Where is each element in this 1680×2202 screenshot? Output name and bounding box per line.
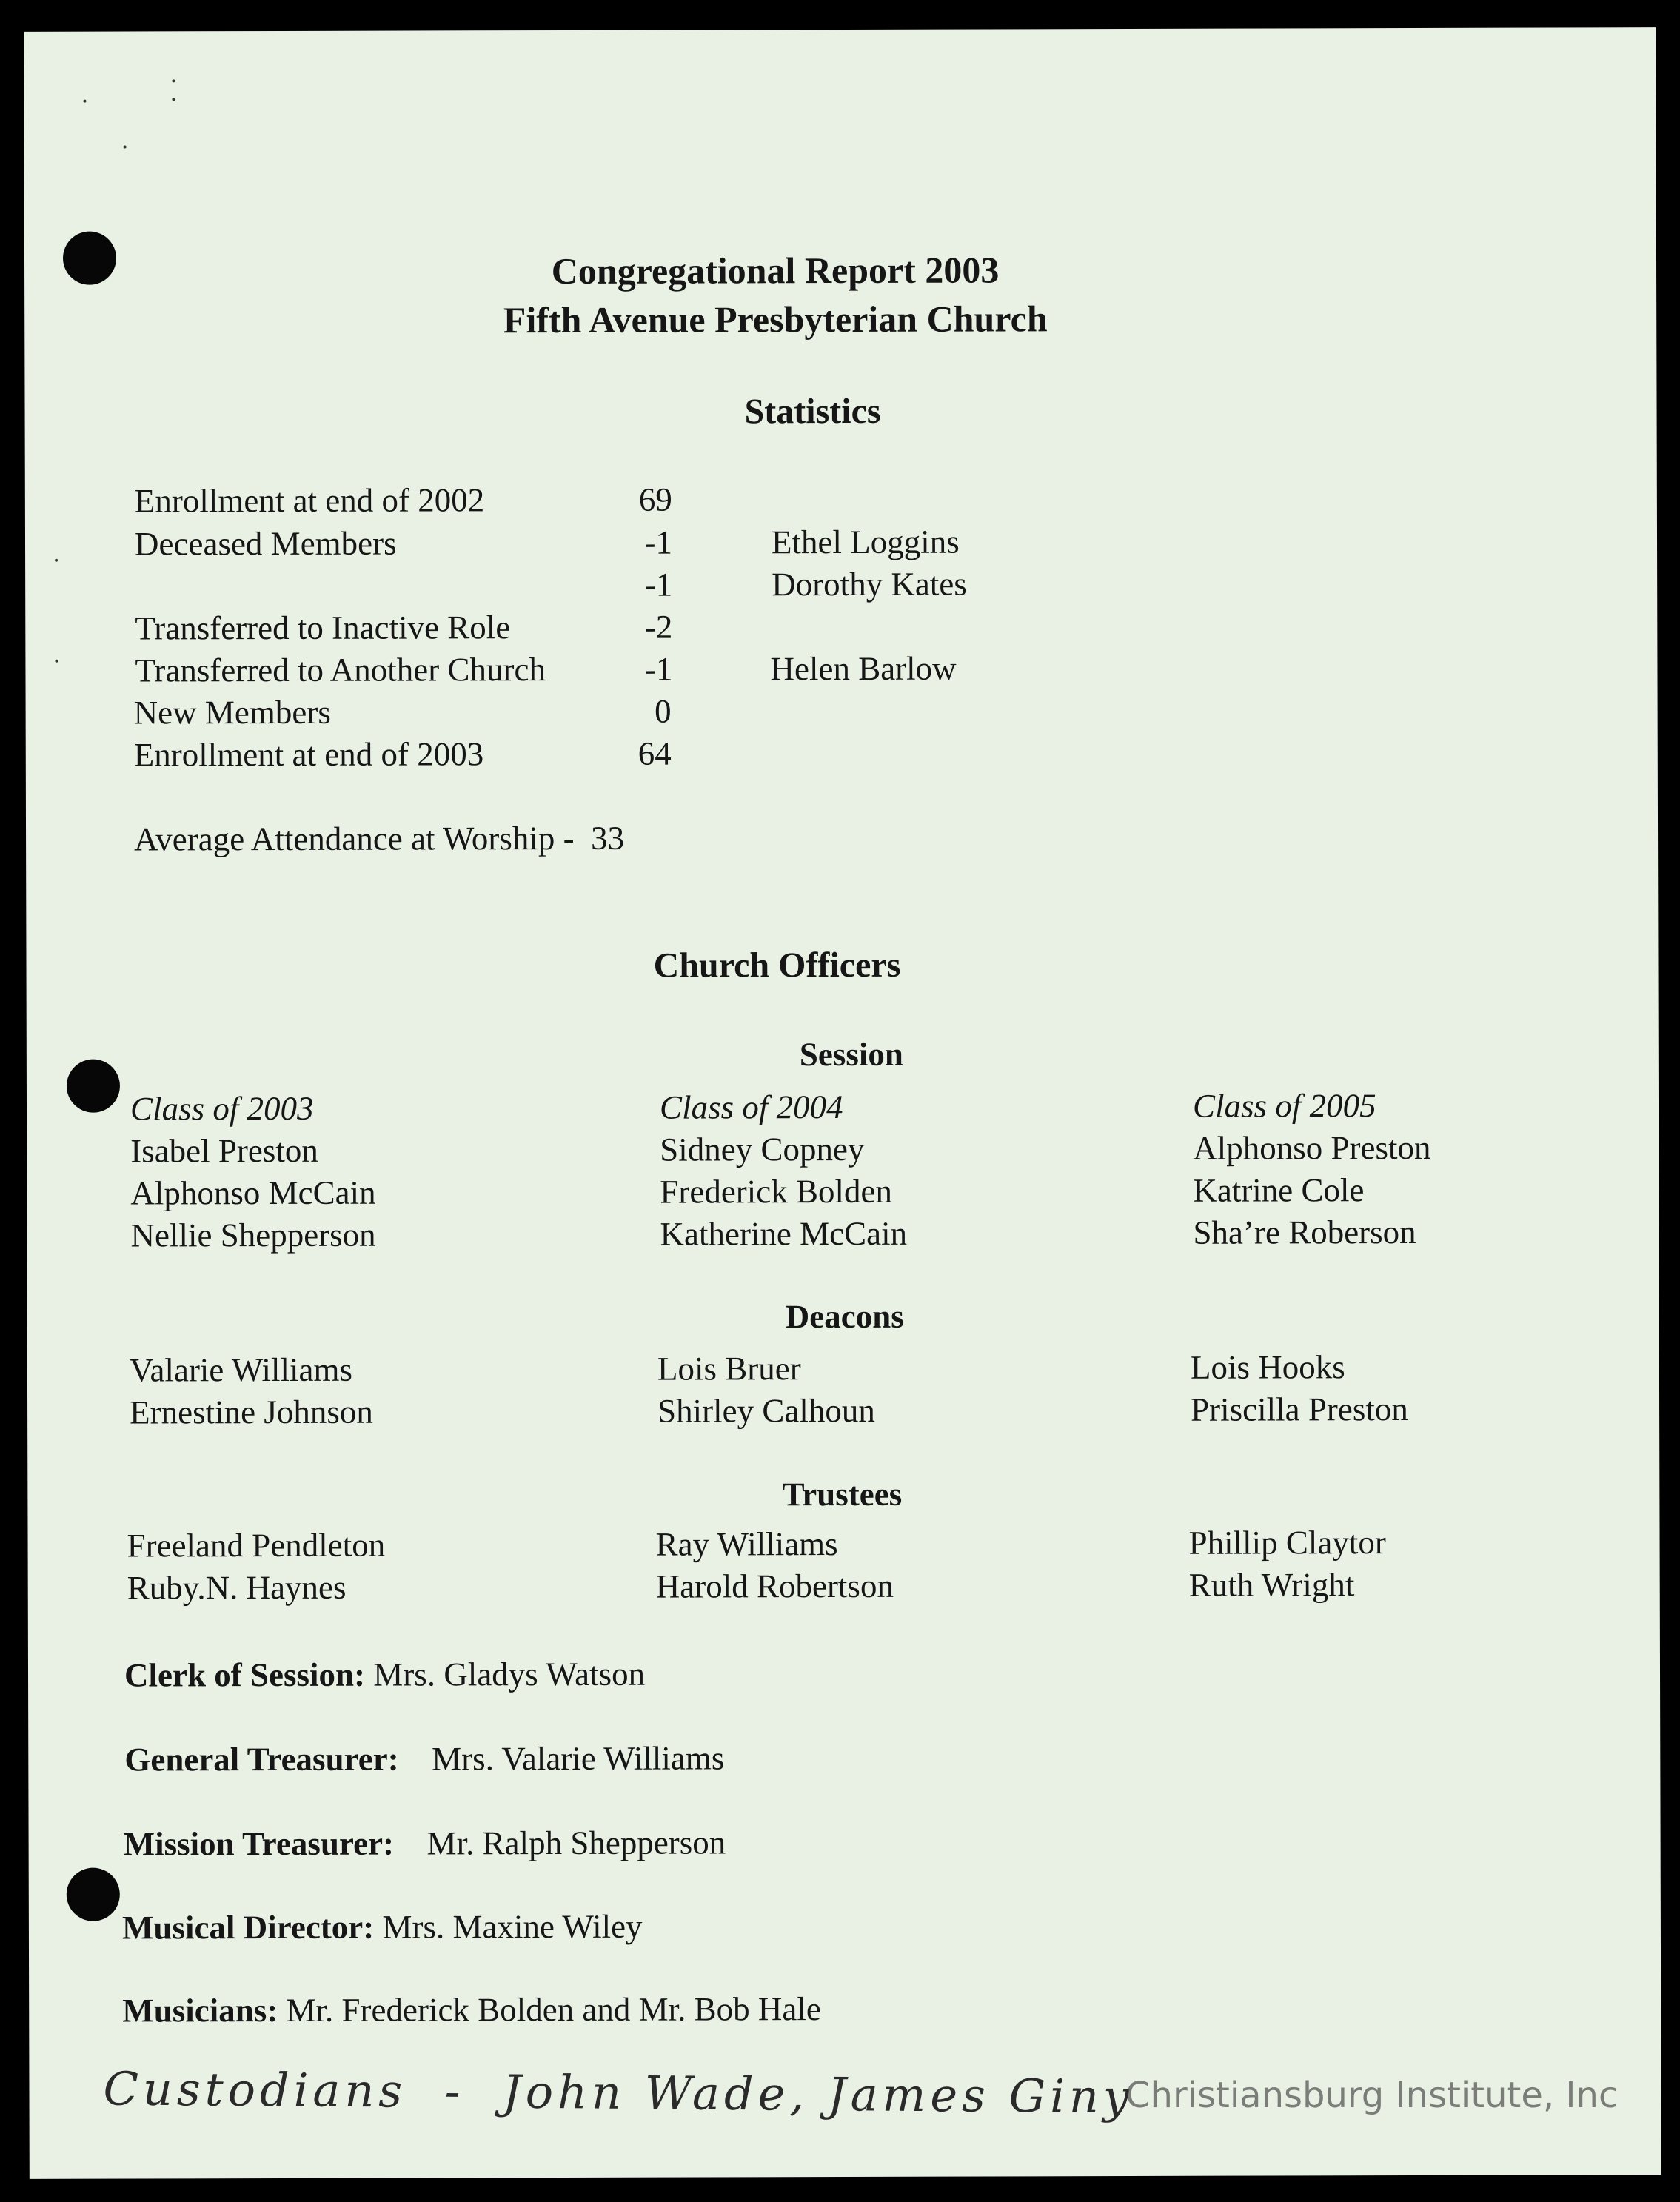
role-label: Musical Director: bbox=[121, 1908, 375, 1947]
session-member: Frederick Bolden bbox=[660, 1172, 893, 1211]
punch-hole-middle bbox=[67, 1060, 120, 1113]
stat-member-name: Ethel Loggins bbox=[771, 523, 960, 561]
class-label: Class of 2005 bbox=[1192, 1087, 1376, 1125]
deacon-name: Lois Hooks bbox=[1190, 1348, 1345, 1386]
document-page bbox=[24, 27, 1661, 2179]
role-value: Mr. Ralph Shepperson bbox=[426, 1824, 726, 1862]
trustee-name: Harold Robertson bbox=[655, 1567, 894, 1605]
deacon-name: Shirley Calhoun bbox=[657, 1391, 875, 1430]
session-member: Isabel Preston bbox=[130, 1131, 318, 1170]
deacon-name: Valarie Williams bbox=[129, 1351, 353, 1389]
stat-value: 64 bbox=[637, 734, 672, 772]
report-title: Congregational Report 2003 bbox=[551, 249, 1000, 292]
stat-label: New Members bbox=[133, 693, 331, 732]
session-member: Alphonso McCain bbox=[130, 1174, 376, 1212]
punch-hole-bottom bbox=[67, 1868, 120, 1921]
stat-value: 0 bbox=[655, 692, 672, 730]
session-member: Nellie Shepperson bbox=[130, 1216, 376, 1254]
deacon-name: Ernestine Johnson bbox=[130, 1393, 373, 1431]
stat-value: 69 bbox=[638, 481, 672, 518]
session-member: Katrine Cole bbox=[1193, 1171, 1365, 1209]
stat-member-name: Dorothy Kates bbox=[772, 565, 967, 603]
role-label: General Treasurer: bbox=[124, 1740, 399, 1778]
role-value: Mrs. Maxine Wiley bbox=[382, 1907, 643, 1946]
stat-value: -1 bbox=[644, 650, 673, 688]
session-member: Alphonso Preston bbox=[1193, 1128, 1431, 1167]
paper-speck bbox=[172, 98, 175, 101]
stat-value: -1 bbox=[644, 566, 673, 603]
stat-value: -2 bbox=[644, 608, 673, 646]
session-member: Katherine McCain bbox=[660, 1214, 908, 1253]
stat-member-name: Helen Barlow bbox=[770, 649, 957, 688]
role-label: Mission Treasurer: bbox=[123, 1824, 395, 1863]
role-value: Mr. Frederick Bolden and Mr. Bob Hale bbox=[286, 1990, 821, 2029]
role-general-treasurer bbox=[124, 1741, 724, 1776]
handwritten-custodians-note: Custodians - John Wade, James Giny bbox=[103, 2061, 1134, 2124]
deacon-name: Priscilla Preston bbox=[1191, 1391, 1408, 1428]
role-mission-treasurer bbox=[124, 1826, 726, 1861]
stat-value: -1 bbox=[644, 523, 673, 561]
paper-speck bbox=[55, 559, 58, 562]
role-label: Musicians: bbox=[122, 1992, 278, 2029]
trustee-name: Phillip Claytor bbox=[1188, 1524, 1386, 1562]
stat-label: Transferred to Inactive Role bbox=[135, 609, 511, 647]
statistics-heading: Statistics bbox=[744, 391, 881, 432]
session-member: Sidney Copney bbox=[660, 1130, 865, 1168]
stat-label: Transferred to Another Church bbox=[135, 651, 546, 689]
paper-speck bbox=[83, 100, 86, 103]
paper-speck bbox=[172, 79, 175, 82]
session-heading: Session bbox=[799, 1035, 903, 1074]
trustees-heading: Trustees bbox=[782, 1475, 903, 1513]
punch-hole-top bbox=[63, 232, 116, 285]
role-musicians bbox=[122, 1992, 821, 2027]
paper-speck bbox=[55, 660, 58, 663]
trustee-name: Ray Williams bbox=[655, 1525, 838, 1563]
stat-label: Enrollment at end of 2003 bbox=[133, 735, 484, 774]
deacon-name: Lois Bruer bbox=[657, 1350, 801, 1388]
role-musical-director bbox=[121, 1907, 643, 1947]
paper-speck bbox=[124, 146, 127, 149]
role-label: Clerk of Session: bbox=[124, 1656, 366, 1694]
class-label: Class of 2004 bbox=[659, 1088, 843, 1126]
trustee-name: Ruby.N. Haynes bbox=[127, 1568, 347, 1607]
session-member: Sha’re Roberson bbox=[1193, 1213, 1416, 1251]
church-officers-heading: Church Officers bbox=[653, 945, 901, 985]
role-value: Mrs. Gladys Watson bbox=[373, 1655, 646, 1693]
class-label: Class of 2003 bbox=[130, 1089, 314, 1128]
average-attendance: Average Attendance at Worship - 33 bbox=[133, 819, 625, 858]
role-value: Mrs. Valarie Williams bbox=[432, 1739, 725, 1778]
stat-label: Enrollment at end of 2002 bbox=[134, 481, 485, 520]
watermark: Christiansburg Institute, Inc bbox=[1125, 2075, 1619, 2116]
trustee-name: Ruth Wright bbox=[1188, 1566, 1355, 1604]
deacons-heading: Deacons bbox=[785, 1297, 904, 1336]
role-clerk-of-session bbox=[124, 1655, 646, 1694]
stat-label: Deceased Members bbox=[134, 524, 397, 563]
church-name: Fifth Avenue Presbyterian Church bbox=[503, 298, 1048, 341]
trustee-name: Freeland Pendleton bbox=[127, 1526, 386, 1565]
